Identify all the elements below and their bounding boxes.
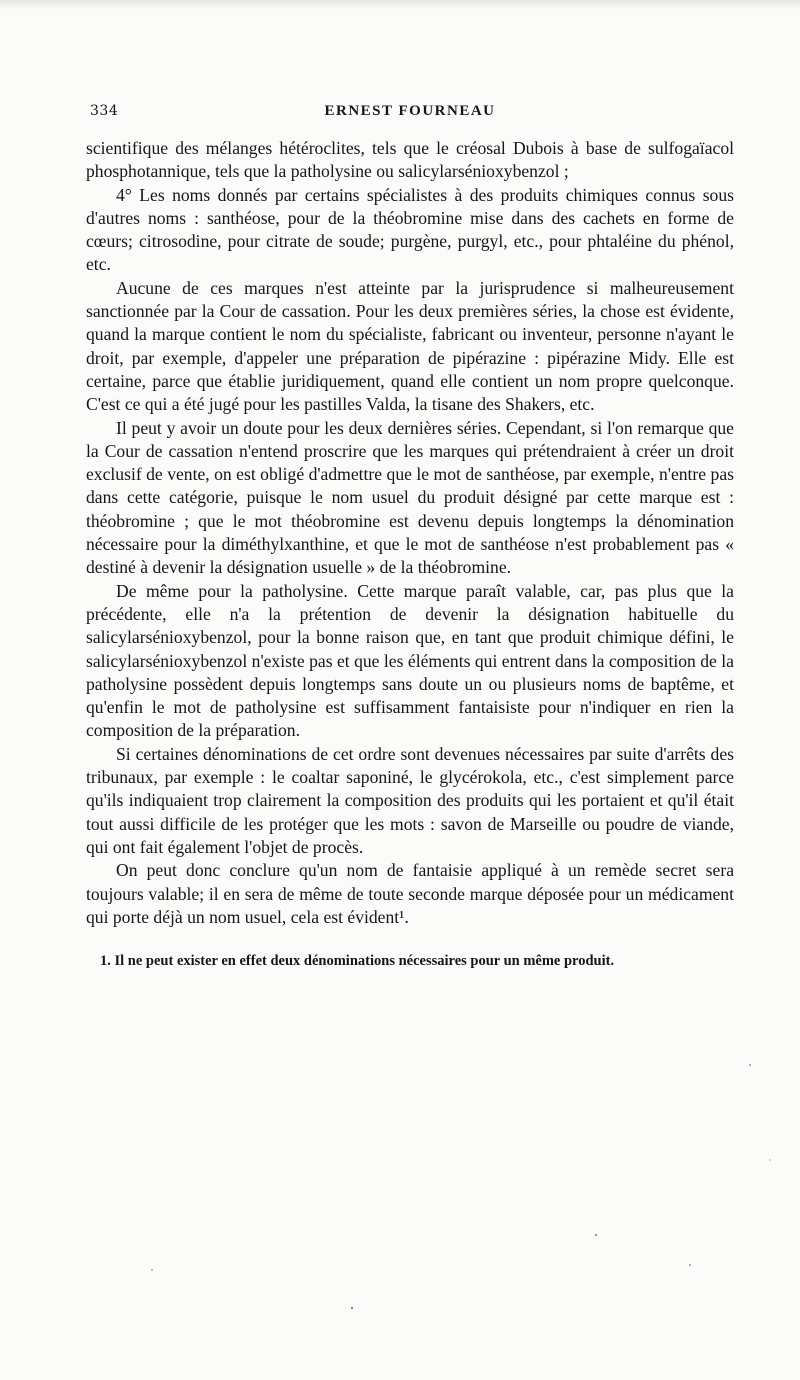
speck <box>595 1234 597 1236</box>
speck <box>769 1159 771 1161</box>
speck <box>351 1307 353 1309</box>
paragraph-conclusion: On peut donc conclure qu'un nom de fantaisie appliqué à un remède secret sera toujours valable; il en sera de même de toute seconde marque déposée pour un médicament qui porte déjà un nom usuel, cela est évident¹. <box>86 860 734 927</box>
scan-top-edge <box>0 0 800 10</box>
paragraph-jurisprudence: Aucune de ces marques n'est atteinte par la jurisprudence si malheureusement sanctionnée par la Cour de cassation. Pour les deux premières séries, la chose est évidente, quand la marque contient le nom du spécialiste, fabricant ou inventeur, personne n'ayant le droit, par exemple, d'appeler une préparation de pipérazine : pipérazine Midy. Elle est certaine, parce que établie juridiquement, quand elle contient un nom propre quelconque. C'est ce qui a été jugé pour les pastilles Valda, la tisane des Shakers, etc. <box>86 277 734 415</box>
speck <box>749 1064 751 1066</box>
footnote-spacer <box>86 929 734 951</box>
page-number: 334 <box>90 103 119 119</box>
paragraph-patholysine: De même pour la patholysine. Cette marque paraît valable, car, pas plus que la précédente, elle n'a la prétention de devenir la désignation habituelle du salicylarsénioxybenzol, pour la bonne raison que, en tant que produit chimique défini, le salicylarsénioxybenzol n'existe pas et que les éléments qui entrent dans la composition de la patholysine possèdent depuis longtemps sans doute un ou plusieurs noms de baptême, et qu'enfin le mot de patholysine est suffisamment fantaisiste pour n'indiquer en rien la composition de la préparation. <box>86 580 734 741</box>
paragraph-item-4: 4° Les noms donnés par certains spécialistes à des produits chimiques connus sous d'autres noms : santhéose, pour de la théobromine mise dans des cachets en forme de cœurs; citrosodine, pour citrate de soude; purgène, purgyl, etc., pour phtaléine du phénol, etc. <box>86 184 734 275</box>
page-header <box>86 103 734 127</box>
footnote: 1. Il ne peut exister en effet deux dénominations nécessaires pour un même produit. <box>100 953 615 970</box>
running-title: ERNEST FOURNEAU <box>324 103 496 119</box>
paragraph-continuation: scientifique des mélanges hétéroclites, tels que le créosal Dubois à base de sulfogaïacol phosphotannique, tels que la patholysine ou salicylarsénioxybenzol ; <box>86 138 734 182</box>
paragraph-doubt: Il peut y avoir un doute pour les deux dernières séries. Cependant, si l'on remarque que la Cour de cassation n'entend proscrire que les marques qui prétendraient à créer un droit exclusif de vente, on est obligé d'admettre que le mot de santhéose, par exemple, n'entre pas dans cette catégorie, puisque le nom usuel du produit désigné par cette marque est : théobromine ; que le mot théobromine est devenu depuis longtemps la dénomination nécessaire pour la diméthylxanthine, et que le mot de santhéose n'est probablement pas « destiné à devenir la désignation usuelle » de la théobromine. <box>86 417 734 578</box>
speck <box>151 1269 153 1271</box>
speck <box>689 1264 691 1266</box>
book-page <box>86 103 734 971</box>
paragraph-denominations: Si certaines dénominations de cet ordre sont devenues nécessaires par suite d'arrêts des tribunaux, par exemple : le coaltar saponiné, le glycérokola, etc., c'est simplement parce qu'ils indiquaient trop clairement la composition des produits qui les portaient et qu'il était tout aussi difficile de les protéger que les mots : savon de Marseille ou poudre de viande, qui ont fait également l'objet de procès. <box>86 743 734 857</box>
